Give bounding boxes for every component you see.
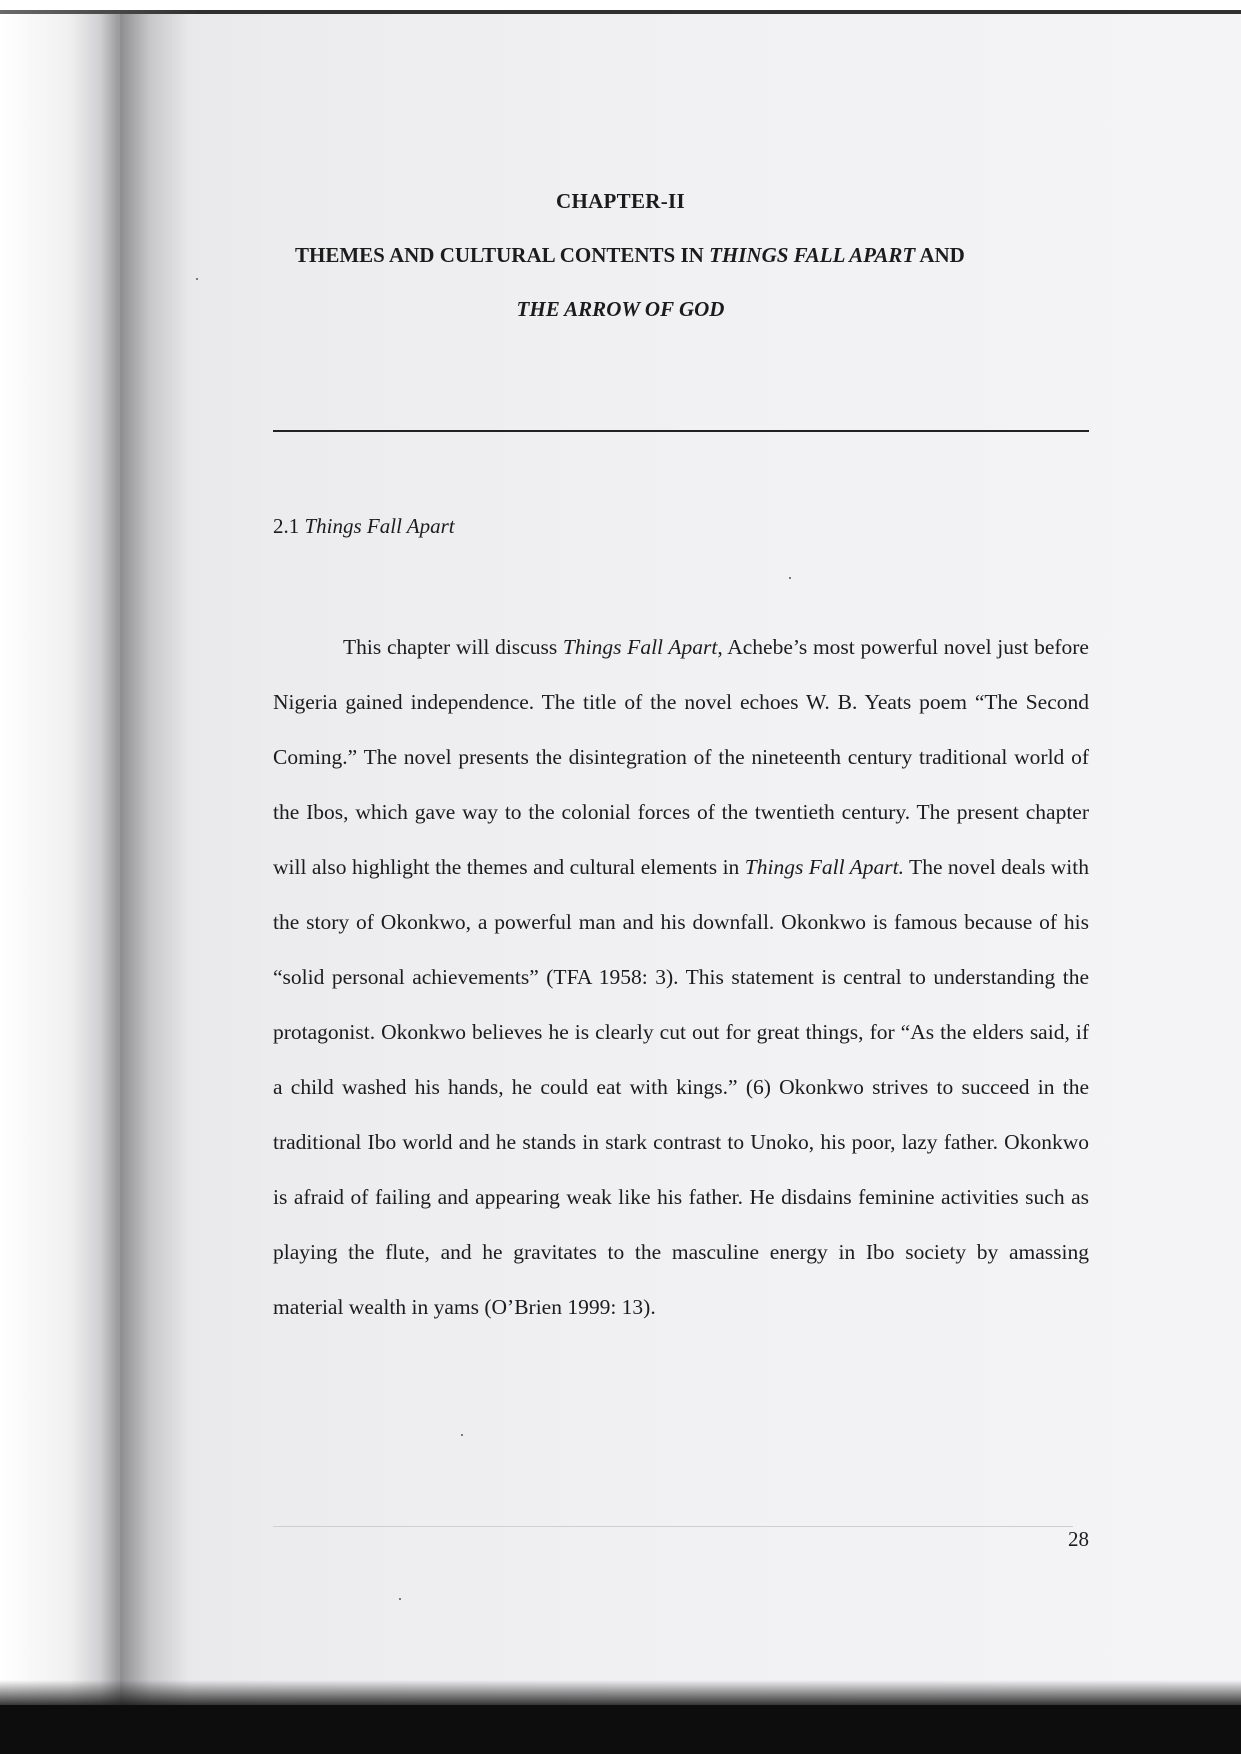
- scan-speck: [789, 577, 791, 579]
- scan-speck: [461, 1434, 463, 1436]
- footer-divider: [273, 1526, 1073, 1527]
- book-spine-shadow: [0, 0, 120, 1754]
- paragraph-italic-2: Things Fall Apart.: [744, 855, 904, 879]
- chapter-title-line1: [295, 243, 1065, 268]
- chapter-title-line1-italic: THINGS FALL APART: [709, 243, 916, 267]
- chapter-title-line2: THE ARROW OF GOD: [516, 297, 725, 321]
- paragraph-italic-1: Things Fall Apart: [562, 635, 718, 659]
- section-number: 2.1: [273, 514, 305, 538]
- scan-speck: [196, 278, 198, 280]
- paragraph-text-1: This chapter will discuss: [343, 635, 563, 659]
- bottom-edge-shadow: [0, 1680, 1241, 1705]
- section-title: Things Fall Apart: [304, 514, 455, 538]
- chapter-title-line1-end: AND: [915, 243, 965, 267]
- body-paragraph: [273, 620, 1089, 1335]
- section-heading: [273, 514, 455, 539]
- paragraph-text-2: , Achebe’s most powerful novel just before Nigeria gained independence. The title of the novel echoes W. B. Yeats poem “The Second Coming.” The novel presents the disintegration of the nineteenth century traditional world of the Ibos, which gave way to the colonial forces of the twentieth century. The present chapter will also highlight the themes and cultural elements in: [273, 635, 1089, 879]
- chapter-label: CHAPTER-II: [555, 189, 685, 213]
- heading-divider: [273, 430, 1089, 432]
- scanner-bottom-edge: [0, 1705, 1241, 1754]
- paragraph-text-3: The novel deals with the story of Okonkwo, a powerful man and his downfall. Okonkwo is famous because of his “solid personal achievements” (TFA 1958: 3). This statement is central to understanding the protagonist. Okonkwo believes he is clearly cut out for great things, for “As the elders said, if a child washed his hands, he could eat with kings.” (6) Okonkwo strives to succeed in the traditional Ibo world and he stands in stark contrast to Unoko, his poor, lazy father. Okonkwo is afraid of failing and appearing weak like his father. He disdains feminine activities such as playing the flute, and he gravitates to the masculine energy in Ibo society by amassing material wealth in yams (O’Brien 1999: 13).: [273, 855, 1089, 1319]
- top-edge: [0, 0, 1241, 14]
- scan-speck: [399, 1598, 401, 1600]
- chapter-title-line1-text: THEMES AND CULTURAL CONTENTS IN: [295, 243, 710, 267]
- page-number: 28: [1068, 1527, 1089, 1551]
